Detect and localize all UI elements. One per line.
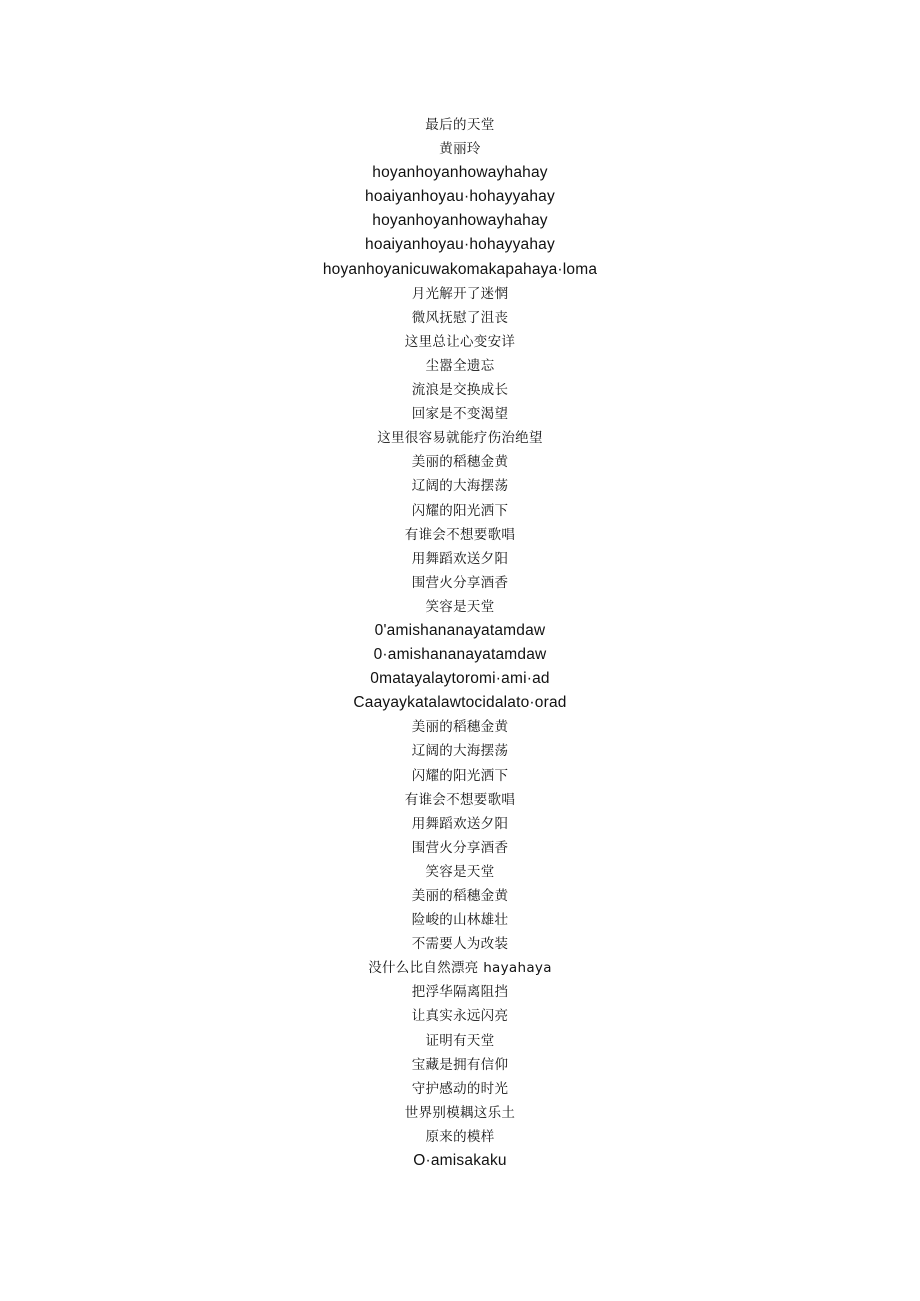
lyric-line: 原来的模样 [425, 1128, 495, 1145]
lyric-line: 尘嚣全遗忘 [425, 357, 495, 374]
lyric-line: 这里总让心变安详 [404, 333, 516, 350]
lyric-line: 没什么比自然漂亮 hayahaya [368, 960, 552, 977]
lyric-line: 用舞蹈欢送夕阳 [411, 550, 509, 567]
lyric-line: 围营火分享酒香 [411, 839, 509, 856]
lyric-line: 闪耀的阳光洒下 [411, 767, 509, 784]
lyric-line: 不需要人为改装 [411, 936, 509, 953]
lyric-line: 有谁会不想要歌唱 [404, 526, 516, 543]
lyric-line: 用舞蹈欢送夕阳 [411, 815, 509, 832]
lyric-line: 0·amishananayatamdaw [373, 646, 547, 664]
lyric-line: hoaiyanhoyau·hohayyahay [365, 236, 555, 254]
lyric-line: hoyanhoyanicuwakomakapahaya·loma [322, 260, 598, 278]
lyric-line: 辽阔的大海摆荡 [411, 478, 509, 495]
lyrics-block [0, 113, 920, 1173]
lyric-line: 宝藏是拥有信仰 [411, 1056, 509, 1073]
lyric-line: hoyanhoyanhowayhahay [372, 164, 548, 182]
lyric-line: 回家是不变渴望 [411, 406, 509, 423]
lyric-line: 美丽的稻穗金黄 [411, 454, 509, 471]
lyric-line: 美丽的稻穗金黄 [411, 888, 509, 904]
lyric-line: 险峻的山林雄壮 [411, 912, 509, 929]
lyric-line: hoaiyanhoyau·hohayyahay [365, 188, 555, 206]
lyric-line: 有谁会不想要歌唱 [404, 791, 516, 808]
lyric-line: 月光解开了迷惘 [411, 285, 509, 302]
lyric-line: O·amisakaku [413, 1152, 507, 1170]
lyric-line: hoyanhoyanhowayhahay [372, 212, 548, 230]
lyric-line: 世界别模耦这乐土 [404, 1104, 516, 1121]
lyric-line: 证明有天堂 [425, 1032, 495, 1049]
lyric-line: Caayaykatalawtocidalato·orad [353, 694, 567, 712]
lyric-line: 这里很容易就能疗伤治绝望 [377, 430, 543, 447]
lyric-line: 微风抚慰了沮丧 [411, 309, 509, 326]
song-artist: 黄丽玲 [439, 141, 481, 158]
lyric-line: 让真实永远闪亮 [411, 1008, 509, 1025]
lyric-line: 辽阔的大海摆荡 [411, 743, 509, 760]
lyric-line: 围营火分享酒香 [411, 574, 509, 591]
lyric-line: 闪耀的阳光洒下 [411, 502, 509, 519]
lyric-line: 0'amishananayatamdaw [374, 621, 546, 639]
lyric-line: 0matayalaytoromi·ami·ad [370, 670, 550, 688]
lyric-line: 美丽的稻穗金黄 [411, 719, 509, 736]
lyric-line: 笑容是天堂 [425, 863, 495, 880]
lyric-line: 笑容是天堂 [425, 598, 495, 615]
lyric-line: 守护感动的时光 [411, 1080, 509, 1097]
lyric-line: 把浮华隔离阻挡 [411, 984, 509, 1001]
lyric-line: 流浪是交换成长 [411, 382, 509, 399]
song-title: 最后的天堂 [425, 117, 495, 133]
